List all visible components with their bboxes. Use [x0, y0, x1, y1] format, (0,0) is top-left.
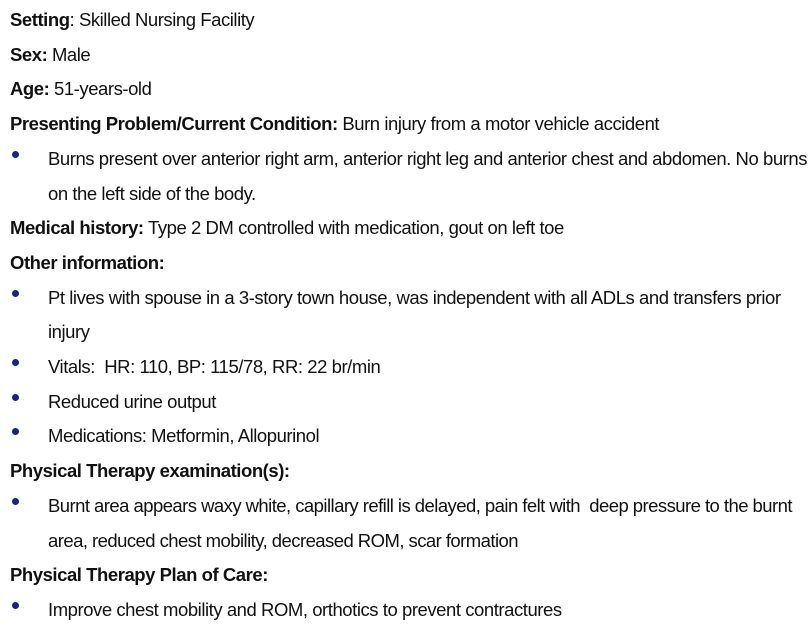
age-label: Age:	[10, 78, 50, 100]
pt-examination-heading	[10, 454, 810, 489]
sex-line	[10, 38, 810, 73]
bullet-icon	[12, 428, 19, 435]
other-info-bullet-text: Medications: Metformin, Allopurinol	[48, 425, 320, 447]
bullet-icon	[12, 290, 19, 297]
age-value: 51-years-old	[49, 78, 152, 100]
other-info-bullet	[10, 419, 810, 454]
presenting-problem-label: Presenting Problem/Current Condition:	[10, 113, 338, 135]
pt-plan-heading	[10, 558, 810, 593]
other-info-bullet-text: Pt lives with spouse in a 3-story town house, was independent with all ADLs and transfers prior injury	[48, 286, 781, 343]
bullet-icon	[12, 151, 19, 158]
other-information-heading-text: Other information:	[10, 251, 165, 273]
presenting-problem-value: Burn injury from a motor vehicle accident	[337, 113, 660, 135]
presenting-bullet-text: Burns present over anterior right arm, anterior right leg and anterior chest and abdomen. No burns on the left side of the body.	[48, 147, 808, 204]
medical-history-label: Medical history:	[10, 217, 144, 239]
pt-examination-bullet-text: Burnt area appears waxy white, capillary refill is delayed, pain felt with deep pressure to the burnt area, reduced chest mobility, decreased ROM, scar formation	[48, 494, 797, 551]
medical-history-line	[10, 211, 810, 246]
setting-separator: :	[69, 9, 75, 30]
presenting-problem-line	[10, 107, 810, 142]
other-info-bullet	[10, 385, 810, 420]
presenting-bullet	[10, 142, 810, 211]
bullet-icon	[12, 498, 19, 505]
sex-label: Sex:	[10, 43, 48, 65]
sex-value: Male	[47, 43, 91, 65]
setting-label: Setting	[10, 9, 70, 30]
other-information-heading	[10, 246, 810, 281]
medical-history-value: Type 2 DM controlled with medication, gout on left toe	[143, 217, 564, 239]
setting-line	[10, 3, 810, 38]
pt-plan-bullet-text: Improve chest mobility and ROM, orthotics to prevent contractures	[48, 598, 562, 620]
case-document	[10, 3, 810, 628]
age-line	[10, 72, 810, 107]
other-info-bullet	[10, 350, 810, 385]
other-info-bullet	[10, 281, 810, 350]
bullet-icon	[12, 359, 19, 366]
pt-plan-bullet	[10, 593, 810, 628]
pt-examination-heading-text: Physical Therapy examination(s):	[10, 460, 290, 482]
other-info-bullet-text: Reduced urine output	[48, 390, 216, 412]
bullet-icon	[12, 602, 19, 609]
pt-examination-bullet	[10, 489, 810, 558]
other-info-bullet-text: Vitals: HR: 110, BP: 115/78, RR: 22 br/min	[48, 356, 381, 378]
bullet-icon	[12, 394, 19, 401]
setting-value: Skilled Nursing Facility	[74, 9, 255, 30]
pt-plan-heading-text: Physical Therapy Plan of Care:	[10, 564, 268, 586]
